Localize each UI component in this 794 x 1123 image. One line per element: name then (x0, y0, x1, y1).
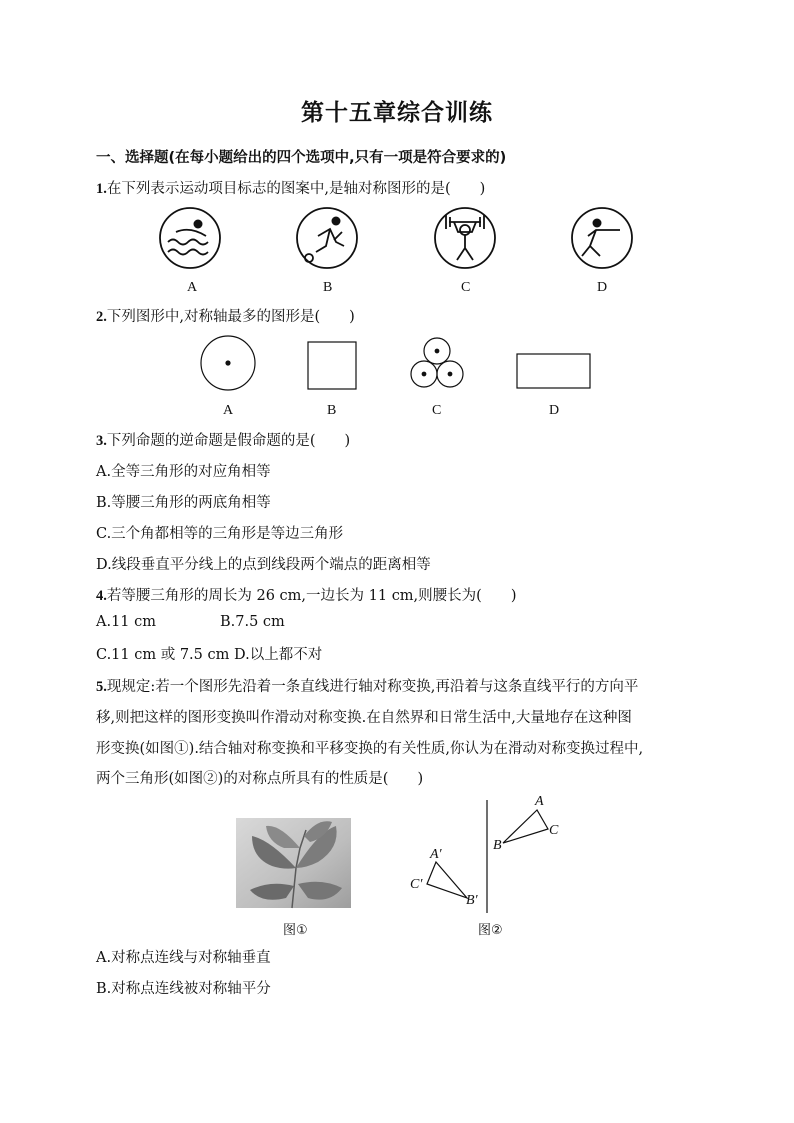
point-label-a-prime: A′ (430, 847, 442, 862)
question-text: 若等腰三角形的周长为 26 cm,一边长为 11 cm,则腰长为( ) (106, 588, 517, 604)
option-label-a: A (223, 403, 234, 418)
point-label-b: B (493, 838, 502, 853)
question-5-line-2: 移,则把这样的图形变换叫作滑动对称变换.在自然界和日常生活中,大量地存在这种图 (96, 710, 632, 726)
option-a: A.11 cm (96, 614, 157, 630)
triangle-a1b1c1 (427, 862, 467, 898)
leaf-photo (236, 818, 351, 908)
figure-1-caption: 图① (283, 923, 308, 938)
question-text: 在下列表示运动项目标志的图案中,是轴对称图形的是( ) (106, 181, 486, 197)
glide-reflection-figure (427, 800, 548, 913)
page-title: 第十五章综合训练 (301, 100, 493, 126)
option-b: B.对称点连线被对称轴平分 (96, 981, 271, 997)
question-3 (96, 429, 350, 450)
option-c-d: C.11 cm 或 7.5 cm D.以上都不对 (96, 647, 323, 663)
option-label-d: D (549, 403, 560, 418)
option-b: B.等腰三角形的两底角相等 (96, 495, 271, 511)
rectangle-shape (517, 354, 590, 388)
question-text: 现规定:若一个图形先沿着一条直线进行轴对称变换,再沿着与这条直线平行的方向平 (106, 679, 639, 695)
question-number: 5. (96, 679, 107, 695)
question-2 (96, 305, 355, 326)
point-label-c: C (549, 823, 559, 838)
question-4 (96, 584, 516, 605)
running-icon (297, 208, 357, 268)
option-d: D.线段垂直平分线上的点到线段两个端点的距离相等 (96, 557, 431, 573)
option-b: B.7.5 cm (220, 614, 285, 630)
question-text: 下列命题的逆命题是假命题的是( ) (106, 433, 351, 449)
three-circles-shape (411, 338, 463, 387)
swimming-icon (160, 208, 220, 268)
option-label-a: A (187, 280, 198, 295)
square-shape (308, 342, 356, 389)
figure-2-caption: 图② (478, 923, 503, 938)
option-label-c: C (461, 280, 471, 295)
option-label-c: C (432, 403, 442, 418)
shooting-icon (572, 208, 632, 268)
circle-shape (201, 336, 255, 390)
question-number: 3. (96, 433, 107, 449)
point-label-a: A (535, 794, 544, 809)
question-number: 2. (96, 309, 107, 325)
point-label-c-prime: C′ (410, 877, 423, 892)
option-label-b: B (327, 403, 337, 418)
weightlifting-icon (435, 208, 495, 268)
option-c: C.三个角都相等的三角形是等边三角形 (96, 526, 344, 542)
question-number: 1. (96, 181, 107, 197)
option-a: A.对称点连线与对称轴垂直 (96, 950, 271, 966)
question-text: 下列图形中,对称轴最多的图形是( ) (106, 309, 355, 325)
question-5-line-4: 两个三角形(如图②)的对称点所具有的性质是( ) (96, 771, 424, 787)
point-label-b-prime: B′ (466, 893, 478, 908)
triangle-abc (503, 810, 548, 843)
question-5-line-3: 形变换(如图①).结合轴对称变换和平移变换的有关性质,你认为在滑动对称变换过程中, (96, 741, 644, 757)
option-label-d: D (597, 280, 608, 295)
option-label-b: B (323, 280, 333, 295)
option-a: A.全等三角形的对应角相等 (96, 464, 271, 480)
question-5-line-1 (96, 675, 638, 696)
question-number: 4. (96, 588, 107, 604)
section-heading: 一、选择题(在每小题给出的四个选项中,只有一项是符合要求的) (96, 150, 507, 166)
